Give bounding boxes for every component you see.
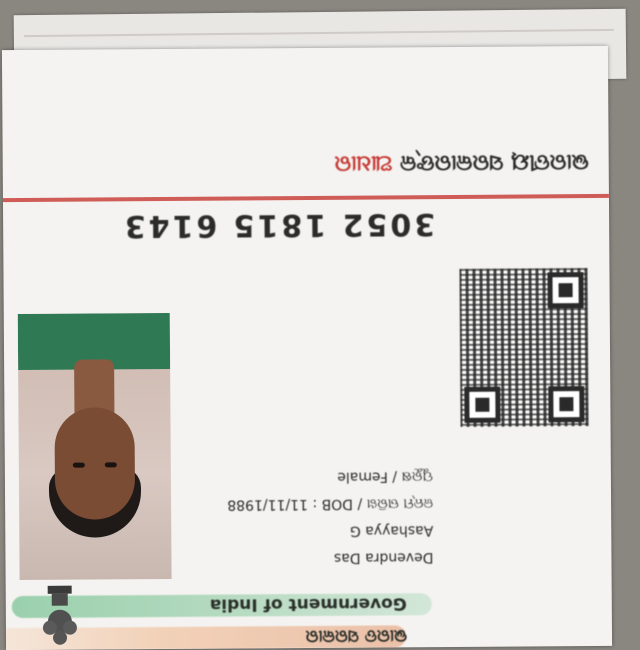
government-of-india-label: Government of India [209, 593, 407, 615]
red-divider [3, 194, 609, 202]
holder-care-of: Aashayya G [349, 522, 434, 539]
aadhaar-card [2, 46, 612, 650]
holder-name: Devendra Das [333, 549, 434, 566]
holder-photo [18, 313, 172, 580]
holder-details [193, 457, 434, 567]
aadhaar-number: 3052 1815 6143 [121, 206, 436, 244]
footer-slogan-red: ଆଧାର [334, 150, 393, 176]
card-content-upside-down [2, 46, 612, 650]
footer-slogan [334, 149, 588, 176]
odia-government-label: ଭାରତ ସରକାର [305, 625, 408, 647]
background-card-edge [24, 29, 614, 37]
national-emblem-icon [38, 580, 82, 650]
footer-slogan-text: ଭାରତୀୟ ସରକାରଙ୍କ [392, 149, 589, 176]
holder-gender: ପୁରୁଷ / Female [337, 468, 433, 485]
qr-code [459, 268, 588, 427]
holder-dob: ଜନ୍ମ ତାରିଖ / DOB : 11/11/1988 [227, 495, 434, 513]
